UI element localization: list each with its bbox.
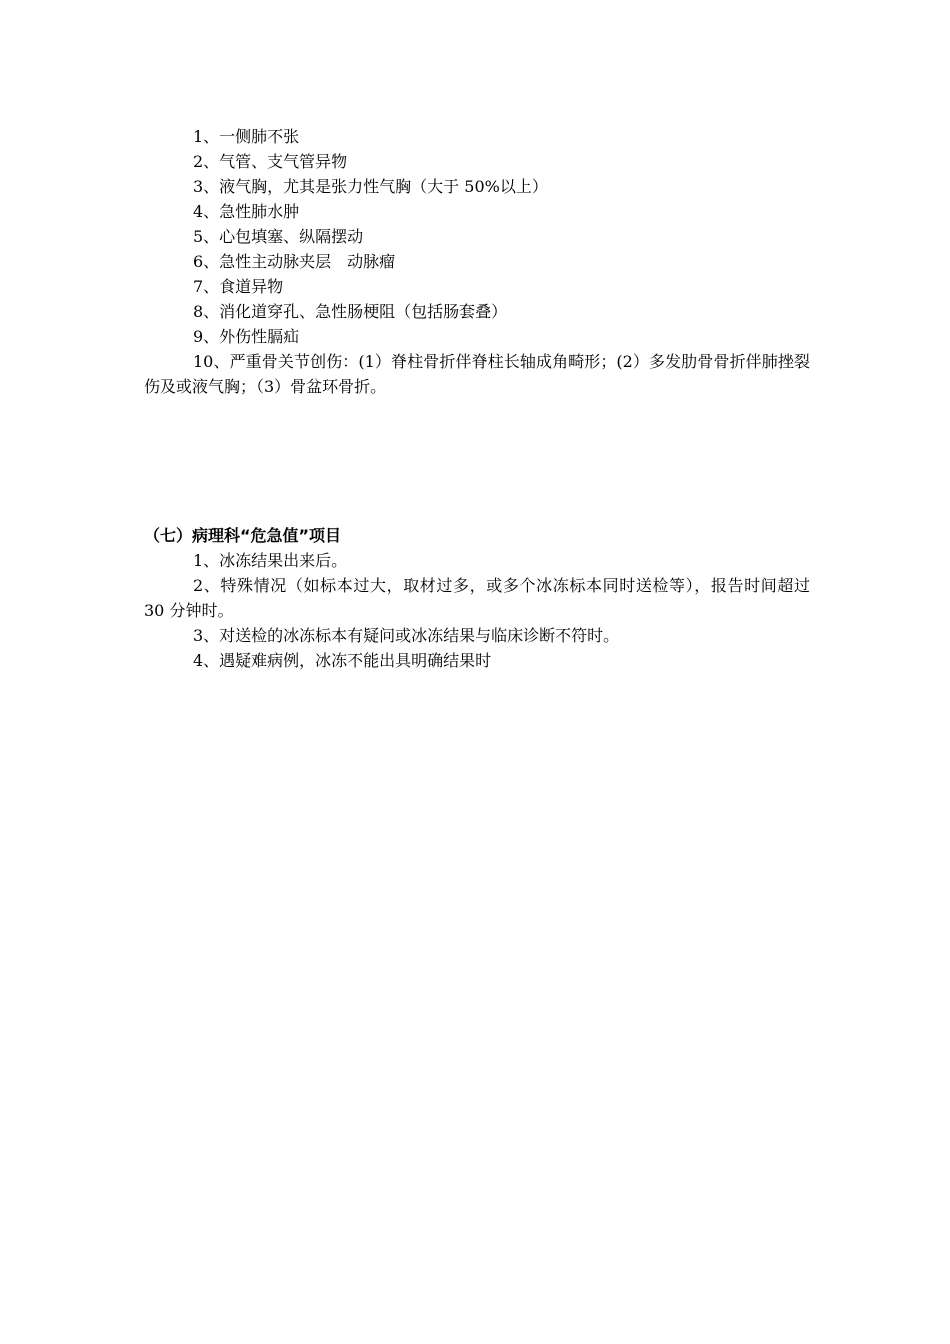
list-item: 3、对送检的冰冻标本有疑问或冰冻结果与临床诊断不符时。 [193, 626, 620, 645]
list-item: 4、遇疑难病例，冰冻不能出具明确结果时 [193, 651, 492, 670]
list-item: 1、一侧肺不张 [193, 127, 300, 146]
list-item: 5、心包填塞、纵隔摆动 [193, 227, 364, 246]
list-item: 6、急性主动脉夹层 动脉瘤 [193, 252, 396, 271]
list-item: 1、冰冻结果出来后。 [193, 551, 348, 570]
pathology-critical-value-section [144, 523, 810, 673]
list-item: 3、液气胸，尤其是张力性气胸（大于 50%以上） [193, 177, 548, 196]
list-item: 2、特殊情况（如标本过大，取材过多，或多个冰冻标本同时送检等），报告时间超过 30 分钟时。 [144, 576, 810, 620]
list-item-trauma: 10、严重骨关节创伤：(1）脊柱骨折伴脊柱长轴成角畸形；(2）多发肋骨骨折伴肺挫裂伤及或液气胸；（3）骨盆环骨折。 [144, 352, 810, 396]
list-item: 9、外伤性膈疝 [193, 327, 300, 346]
radiology-critical-value-list [144, 124, 810, 399]
list-item: 4、急性肺水肿 [193, 202, 300, 221]
list-item: 7、食道异物 [193, 277, 284, 296]
section-heading: （七）病理科“危急值”项目 [144, 526, 342, 545]
list-item: 8、消化道穿孔、急性肠梗阻（包括肠套叠） [193, 302, 508, 321]
list-item: 2、气管、支气管异物 [193, 152, 348, 171]
